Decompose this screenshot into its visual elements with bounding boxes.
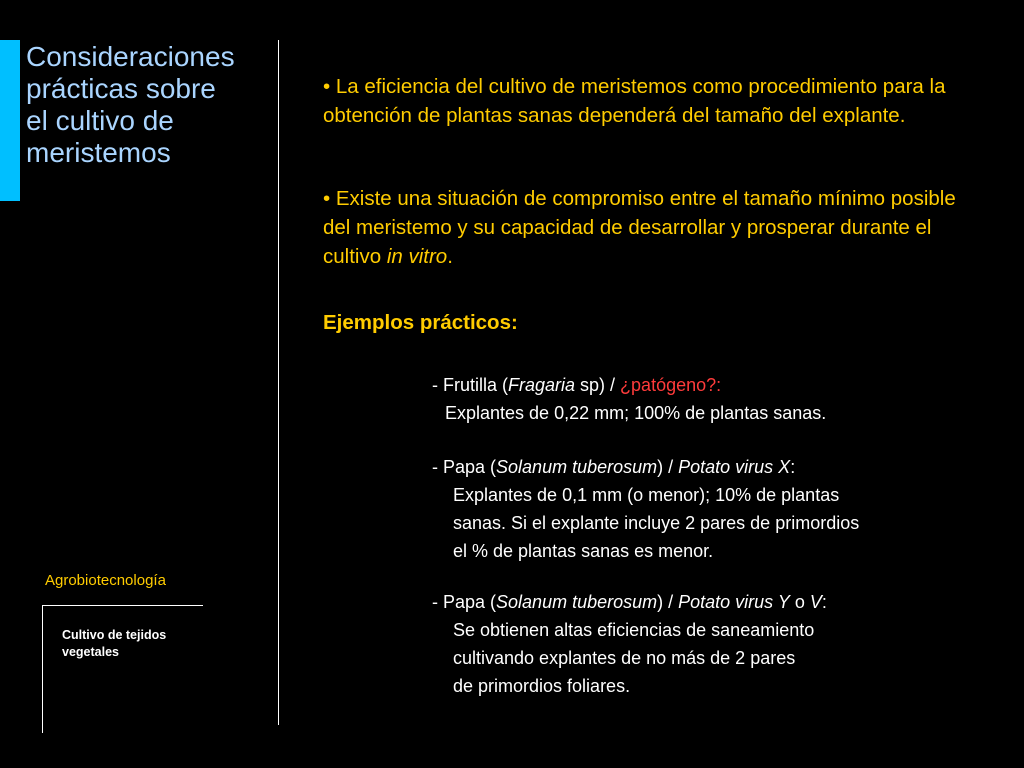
example-potato-x (432, 453, 859, 565)
footer-vertical-rule (42, 605, 43, 733)
example-strawberry-genus: Fragaria (508, 375, 576, 395)
example-potato-x-line-1: Explantes de 0,1 mm (o menor); 10% de plantas (453, 485, 840, 505)
bullet-efficiency (323, 72, 963, 130)
example-potato-y-line-3: de primordios foliares. (453, 676, 631, 696)
footer-course-name: Agrobiotecnología (45, 572, 166, 589)
example-strawberry-body (432, 399, 826, 427)
footer-horizontal-rule (43, 605, 203, 606)
example-strawberry-head (432, 371, 826, 399)
example-potato-y-virus: Potato virus Y (678, 592, 790, 612)
example-potato-y (432, 588, 827, 700)
examples-heading: Ejemplos prácticos: (323, 311, 518, 334)
example-potato-x-species: Solanum tuberosum (496, 457, 658, 477)
example-potato-y-head (432, 588, 827, 616)
example-strawberry-middle: sp) / (575, 375, 621, 395)
example-potato-y-suffix: : (821, 592, 827, 612)
example-potato-x-suffix: : (790, 457, 796, 477)
bullet-compromise-end: . (447, 245, 453, 268)
example-potato-x-body (432, 481, 859, 565)
bullet-efficiency-text: • La eficiencia del cultivo de meristemos como procedimiento para la obtención de plantas sanas dependerá del tamaño del explante. (323, 75, 946, 127)
example-potato-x-prefix: - Papa ( (432, 457, 497, 477)
example-potato-y-line-1: Se obtienen altas eficiencias de saneamiento (453, 620, 815, 640)
example-potato-x-virus: Potato virus X (678, 457, 791, 477)
slide-title: Consideraciones prácticas sobre el cultivo de meristemos (26, 41, 235, 168)
example-strawberry (432, 371, 826, 427)
example-potato-y-prefix: - Papa ( (432, 592, 497, 612)
example-potato-x-line-2: sanas. Si el explante incluye 2 pares de primordios (453, 513, 860, 533)
example-strawberry-line: Explantes de 0,22 mm; 100% de plantas sanas. (445, 403, 827, 423)
bullet-compromise-italic: in vitro (386, 245, 448, 268)
example-potato-y-body (432, 616, 827, 700)
title-accent-bar (0, 40, 20, 201)
example-strawberry-prefix: - Frutilla ( (432, 375, 508, 395)
bullet-compromise-text: • Existe una situación de compromiso entre el tamaño mínimo posible del meristemo y su capacidad de desarrollar y prosperar durante el cultivo (323, 187, 956, 268)
example-potato-x-line-3: el % de plantas sanas es menor. (453, 541, 714, 561)
example-strawberry-pathogen: ¿patógeno?: (620, 375, 722, 395)
footer-subject: Cultivo de tejidos vegetales (62, 628, 167, 659)
example-potato-x-head (432, 453, 859, 481)
example-potato-y-middle: ) / (657, 592, 679, 612)
example-potato-y-species: Solanum tuberosum (496, 592, 658, 612)
example-potato-y-middle2: o (789, 592, 810, 612)
vertical-divider (278, 40, 279, 725)
example-potato-y-line-2: cultivando explantes de no más de 2 pares (453, 648, 796, 668)
bullet-compromise (323, 184, 963, 271)
example-potato-y-virus-v: V (809, 592, 822, 612)
example-potato-x-middle: ) / (657, 457, 679, 477)
